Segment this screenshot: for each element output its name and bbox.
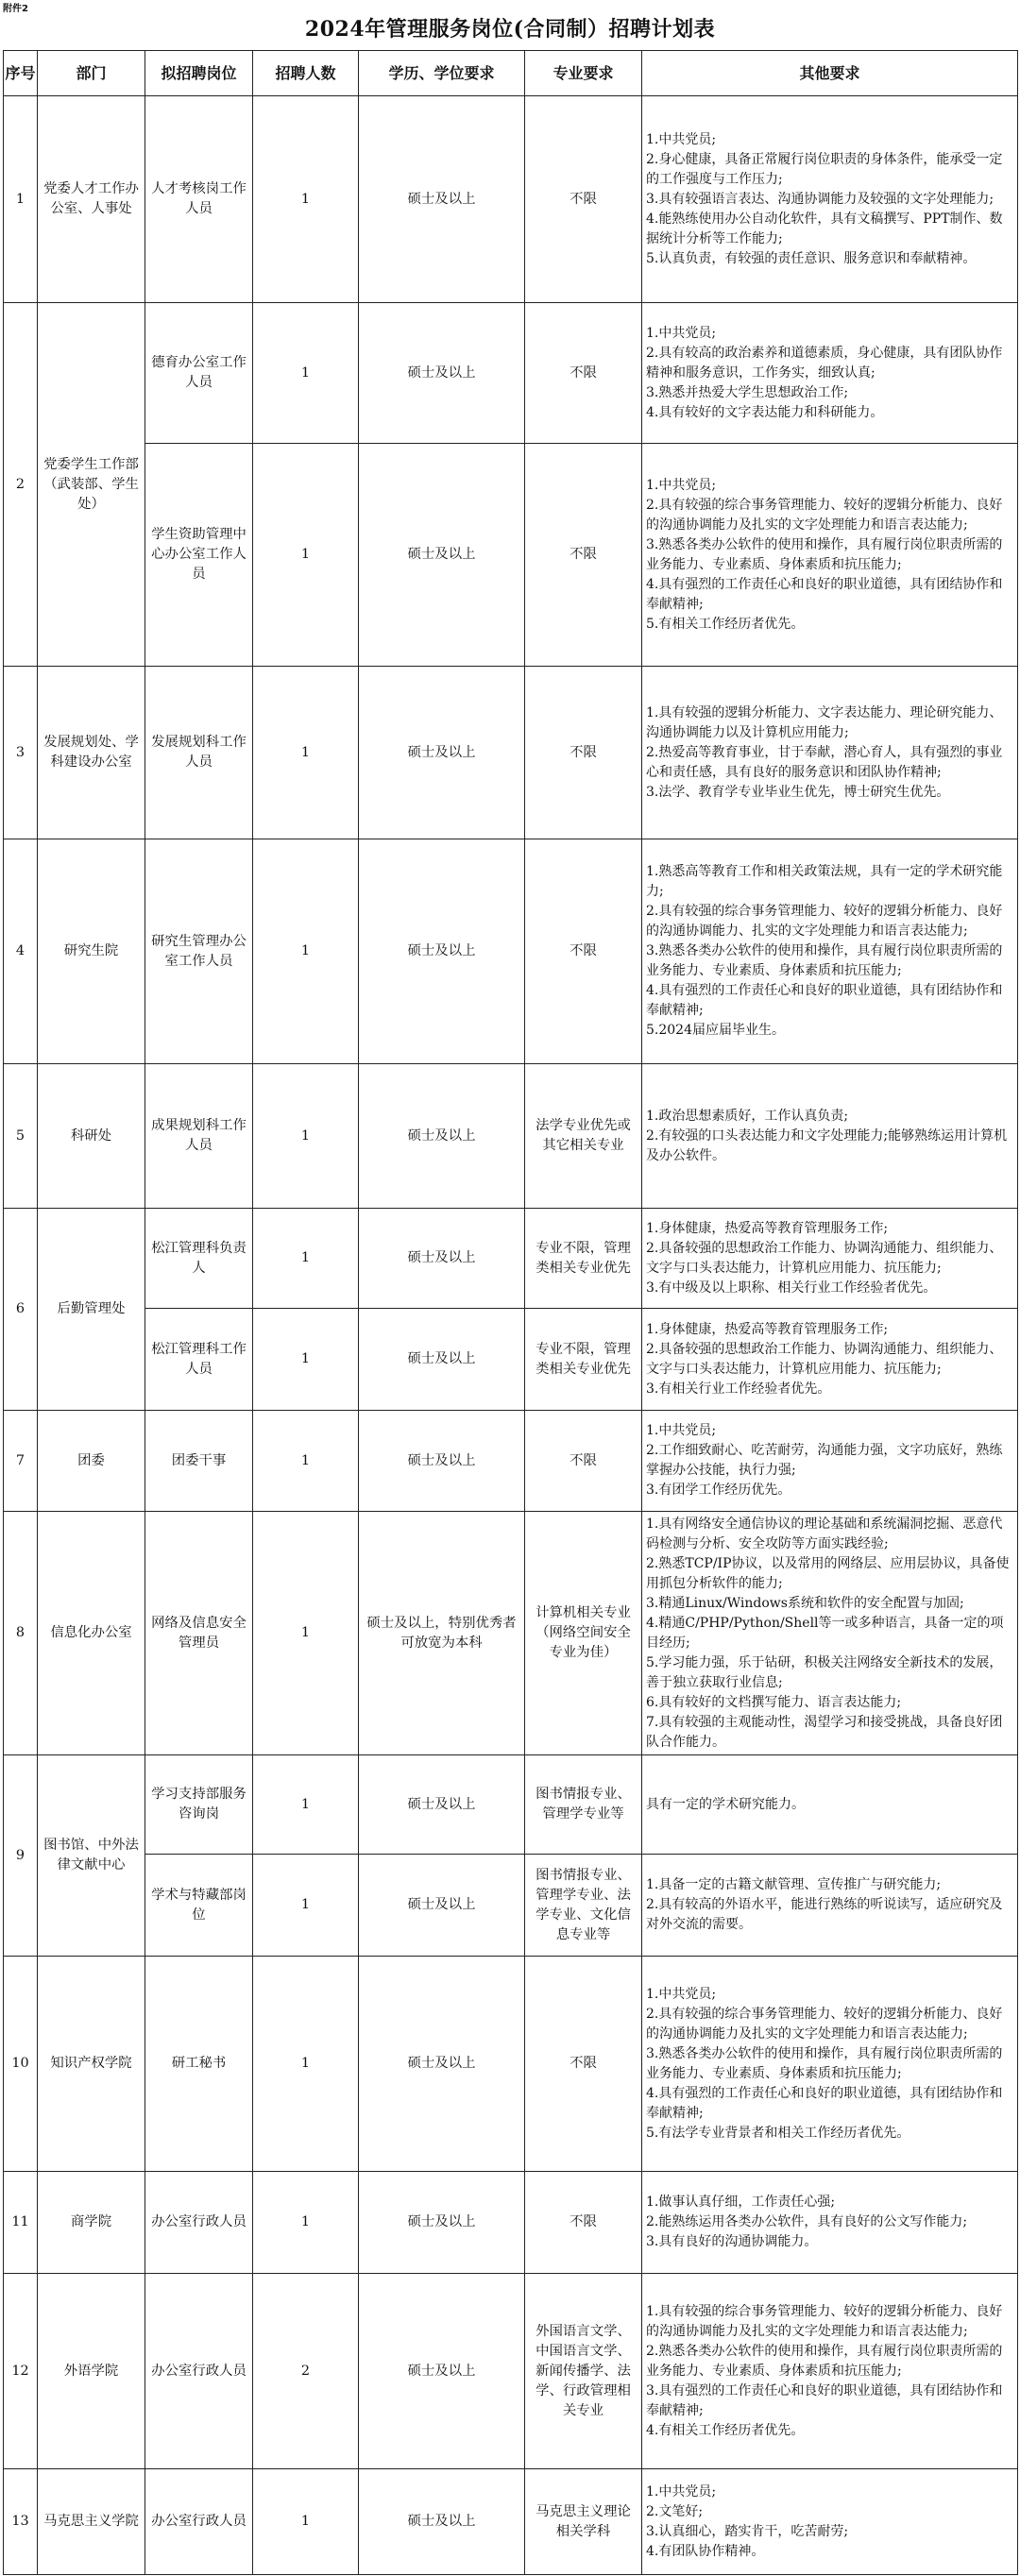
row-major: 专业不限，管理类相关专业优先 bbox=[525, 1309, 642, 1411]
row-count: 2 bbox=[253, 2274, 359, 2469]
row-edu: 硕士及以上 bbox=[359, 1855, 525, 1957]
page-title: 2024年管理服务岗位(合同制）招聘计划表 bbox=[304, 17, 716, 42]
row-major: 不限 bbox=[525, 96, 642, 303]
row-post: 学习支持部服务咨询岗 bbox=[145, 1755, 253, 1855]
row-other: 1.中共党员; 2.身心健康，具备正常履行岗位职责的身体条件，能承受一定的工作强度与工作压力; 3.具有较强语言表达、沟通协调能力及较强的文字处理能力; 4.能熟练使用办公自动化软件，具有文稿撰写、PPT制作、数据统计分析等工作能力; 5.认真负责，有较强的责任意识、服务意识和奉献精神。 bbox=[642, 96, 1018, 303]
table-row bbox=[4, 1209, 1018, 1309]
row-count: 1 bbox=[253, 667, 359, 839]
row-major: 专业不限，管理类相关专业优先 bbox=[525, 1209, 642, 1309]
table-row bbox=[4, 96, 1018, 303]
table-row bbox=[4, 2172, 1018, 2274]
table-row bbox=[4, 1957, 1018, 2172]
row-no: 6 bbox=[4, 1209, 38, 1411]
row-other: 1.身体健康，热爱高等教育管理服务工作; 2.具备较强的思想政治工作能力、协调沟通能力、组织能力、文字与口头表达能力，计算机应用能力、抗压能力; 3.有相关行业工作经验者优先。 bbox=[642, 1309, 1018, 1411]
row-post: 学生资助管理中心办公室工作人员 bbox=[145, 444, 253, 667]
row-other: 具有一定的学术研究能力。 bbox=[642, 1755, 1018, 1855]
row-major: 不限 bbox=[525, 667, 642, 839]
row-count: 1 bbox=[253, 839, 359, 1064]
row-edu: 硕士及以上 bbox=[359, 303, 525, 444]
row-count: 1 bbox=[253, 96, 359, 303]
row-other: 1.具备一定的古籍文献管理、宣传推广与研究能力; 2.具有较高的外语水平，能进行熟练的听说读写，适应研究及对外交流的需要。 bbox=[642, 1855, 1018, 1957]
recruitment-table bbox=[3, 50, 1018, 2575]
row-count: 1 bbox=[253, 2469, 359, 2575]
row-edu: 硕士及以上 bbox=[359, 1411, 525, 1512]
table-row bbox=[4, 2469, 1018, 2575]
row-edu: 硕士及以上，特别优秀者可放宽为本科 bbox=[359, 1512, 525, 1755]
row-edu: 硕士及以上 bbox=[359, 1957, 525, 2172]
row-other: 1.中共党员; 2.工作细致耐心、吃苦耐劳，沟通能力强，文字功底好，熟练掌握办公技能，执行力强; 3.有团学工作经历优先。 bbox=[642, 1411, 1018, 1512]
row-no: 3 bbox=[4, 667, 38, 839]
row-dept: 研究生院 bbox=[38, 839, 145, 1064]
row-major: 法学专业优先或其它相关专业 bbox=[525, 1064, 642, 1209]
row-post: 研究生管理办公室工作人员 bbox=[145, 839, 253, 1064]
row-post: 人才考核岗工作人员 bbox=[145, 96, 253, 303]
row-no: 1 bbox=[4, 96, 38, 303]
header-dept: 部门 bbox=[38, 51, 145, 96]
row-dept: 科研处 bbox=[38, 1064, 145, 1209]
row-edu: 硕士及以上 bbox=[359, 2469, 525, 2575]
row-post: 发展规划科工作人员 bbox=[145, 667, 253, 839]
table-row bbox=[4, 2274, 1018, 2469]
row-major: 不限 bbox=[525, 1957, 642, 2172]
row-other: 1.具有较强的综合事务管理能力、较好的逻辑分析能力、良好的沟通协调能力及扎实的文字处理能力和语言表达能力; 2.熟悉各类办公软件的使用和操作，具有履行岗位职责所需的业务能力、专业素质、身体素质和抗压能力; 3.具有强烈的工作责任心和良好的职业道德，具有团结协作和奉献精神; 4.有相关工作经历者优先。 bbox=[642, 2274, 1018, 2469]
row-major: 马克思主义理论相关学科 bbox=[525, 2469, 642, 2575]
row-other: 1.政治思想素质好，工作认真负责; 2.有较强的口头表达能力和文字处理能力;能够熟练运用计算机及办公软件。 bbox=[642, 1064, 1018, 1209]
row-edu: 硕士及以上 bbox=[359, 2274, 525, 2469]
row-edu: 硕士及以上 bbox=[359, 667, 525, 839]
row-dept: 信息化办公室 bbox=[38, 1512, 145, 1755]
row-other: 1.中共党员; 2.具有较高的政治素养和道德素质，身心健康，具有团队协作精神和服务意识，工作务实，细致认真; 3.熟悉并热爱大学生思想政治工作; 4.具有较好的文字表达能力和科研能力。 bbox=[642, 303, 1018, 444]
table-row bbox=[4, 1064, 1018, 1209]
header-no: 序号 bbox=[4, 51, 38, 96]
row-no: 13 bbox=[4, 2469, 38, 2575]
row-edu: 硕士及以上 bbox=[359, 1755, 525, 1855]
row-other: 1.具有网络安全通信协议的理论基础和系统漏洞挖掘、恶意代码检测与分析、安全攻防等方面实践经验; 2.熟悉TCP/IP协议，以及常用的网络层、应用层协议，具备使用抓包分析软件的能力; 3.精通Linux/Windows系统和软件的安全配置与加固; 4.精通C/PHP/Python/Shell等一或多种语言，具备一定的项目经历; 5.学习能力强，乐于钻研，积极关注网络安全新技术的发展，善于独立获取行业信息; 6.具有较好的文档撰写能力、语言表达能力; 7.具有较强的主观能动性，渴望学习和接受挑战，具备良好团队合作能力。 bbox=[642, 1512, 1018, 1755]
row-major: 不限 bbox=[525, 839, 642, 1064]
row-count: 1 bbox=[253, 1309, 359, 1411]
row-edu: 硕士及以上 bbox=[359, 444, 525, 667]
table-row bbox=[4, 303, 1018, 444]
row-count: 1 bbox=[253, 1755, 359, 1855]
row-no: 4 bbox=[4, 839, 38, 1064]
table-row bbox=[4, 1411, 1018, 1512]
row-post: 办公室行政人员 bbox=[145, 2274, 253, 2469]
row-no: 9 bbox=[4, 1755, 38, 1957]
row-major: 图书情报专业、管理学专业等 bbox=[525, 1755, 642, 1855]
row-other: 1.身体健康，热爱高等教育管理服务工作; 2.具备较强的思想政治工作能力、协调沟通能力、组织能力、文字与口头表达能力，计算机应用能力、抗压能力; 3.有中级及以上职称、相关行业工作经验者优先。 bbox=[642, 1209, 1018, 1309]
table-row bbox=[4, 1309, 1018, 1411]
attachment-label: 附件2 bbox=[3, 4, 28, 14]
table-row bbox=[4, 1855, 1018, 1957]
row-dept: 外语学院 bbox=[38, 2274, 145, 2469]
row-dept: 马克思主义学院 bbox=[38, 2469, 145, 2575]
header-major: 专业要求 bbox=[525, 51, 642, 96]
row-count: 1 bbox=[253, 1064, 359, 1209]
table-row bbox=[4, 839, 1018, 1064]
row-other: 1.中共党员; 2.文笔好; 3.认真细心，踏实肯干，吃苦耐劳; 4.有团队协作精神。 bbox=[642, 2469, 1018, 2575]
row-edu: 硕士及以上 bbox=[359, 1064, 525, 1209]
row-major: 计算机相关专业（网络空间安全专业为佳） bbox=[525, 1512, 642, 1755]
row-count: 1 bbox=[253, 444, 359, 667]
row-post: 办公室行政人员 bbox=[145, 2172, 253, 2274]
row-count: 1 bbox=[253, 303, 359, 444]
row-dept: 党委人才工作办公室、人事处 bbox=[38, 96, 145, 303]
row-post: 松江管理科工作人员 bbox=[145, 1309, 253, 1411]
header-edu: 学历、学位要求 bbox=[359, 51, 525, 96]
row-dept: 商学院 bbox=[38, 2172, 145, 2274]
row-post: 研工秘书 bbox=[145, 1957, 253, 2172]
row-no: 5 bbox=[4, 1064, 38, 1209]
row-post: 德育办公室工作人员 bbox=[145, 303, 253, 444]
header-row bbox=[4, 51, 1018, 96]
row-dept: 图书馆、中外法律文献中心 bbox=[38, 1755, 145, 1957]
row-post: 学术与特藏部岗位 bbox=[145, 1855, 253, 1957]
row-no: 2 bbox=[4, 303, 38, 667]
header-other: 其他要求 bbox=[642, 51, 1018, 96]
row-edu: 硕士及以上 bbox=[359, 1209, 525, 1309]
row-count: 1 bbox=[253, 1957, 359, 2172]
row-dept: 发展规划处、学科建设办公室 bbox=[38, 667, 145, 839]
row-no: 8 bbox=[4, 1512, 38, 1755]
row-count: 1 bbox=[253, 1209, 359, 1309]
row-major: 不限 bbox=[525, 303, 642, 444]
row-count: 1 bbox=[253, 1512, 359, 1755]
row-no: 10 bbox=[4, 1957, 38, 2172]
row-count: 1 bbox=[253, 2172, 359, 2274]
row-edu: 硕士及以上 bbox=[359, 96, 525, 303]
row-major: 不限 bbox=[525, 2172, 642, 2274]
row-major: 图书情报专业、管理学专业、法学专业、文化信息专业等 bbox=[525, 1855, 642, 1957]
row-count: 1 bbox=[253, 1855, 359, 1957]
row-edu: 硕士及以上 bbox=[359, 1309, 525, 1411]
table-row bbox=[4, 1512, 1018, 1755]
row-dept: 知识产权学院 bbox=[38, 1957, 145, 2172]
row-dept: 党委学生工作部（武装部、学生处） bbox=[38, 303, 145, 667]
row-no: 12 bbox=[4, 2274, 38, 2469]
row-major: 外国语言文学、中国语言文学、新闻传播学、法学、行政管理相关专业 bbox=[525, 2274, 642, 2469]
table-row bbox=[4, 667, 1018, 839]
row-edu: 硕士及以上 bbox=[359, 2172, 525, 2274]
row-dept: 团委 bbox=[38, 1411, 145, 1512]
row-edu: 硕士及以上 bbox=[359, 839, 525, 1064]
row-count: 1 bbox=[253, 1411, 359, 1512]
header-post: 拟招聘岗位 bbox=[145, 51, 253, 96]
table-row bbox=[4, 444, 1018, 667]
row-other: 1.中共党员; 2.具有较强的综合事务管理能力、较好的逻辑分析能力、良好的沟通协调能力及扎实的文字处理能力和语言表达能力; 3.熟悉各类办公软件的使用和操作，具有履行岗位职责所需的业务能力、专业素质、身体素质和抗压能力; 4.具有强烈的工作责任心和良好的职业道德，具有团结协作和奉献精神; 5.有相关工作经历者优先。 bbox=[642, 444, 1018, 667]
row-major: 不限 bbox=[525, 1411, 642, 1512]
row-other: 1.做事认真仔细，工作责任心强; 2.能熟练运用各类办公软件，具有良好的公文写作能力; 3.具有良好的沟通协调能力。 bbox=[642, 2172, 1018, 2274]
row-post: 办公室行政人员 bbox=[145, 2469, 253, 2575]
row-other: 1.熟悉高等教育工作和相关政策法规，具有一定的学术研究能力; 2.具有较强的综合事务管理能力、较好的逻辑分析能力、良好的沟通协调能力、扎实的文字处理能力和语言表达能力; 3.熟悉各类办公软件的使用和操作，具有履行岗位职责所需的业务能力、专业素质、身体素质和抗压能力; 4.具有强烈的工作责任心和良好的职业道德，具有团结协作和奉献精神; 5.2024届应届毕业生。 bbox=[642, 839, 1018, 1064]
row-post: 松江管理科负责人 bbox=[145, 1209, 253, 1309]
row-other: 1.中共党员; 2.具有较强的综合事务管理能力、较好的逻辑分析能力、良好的沟通协调能力及扎实的文字处理能力和语言表达能力; 3.熟悉各类办公软件的使用和操作，具有履行岗位职责所需的业务能力、专业素质、身体素质和抗压能力; 4.具有强烈的工作责任心和良好的职业道德，具有团结协作和奉献精神; 5.有法学专业背景者和相关工作经历者优先。 bbox=[642, 1957, 1018, 2172]
row-other: 1.具有较强的逻辑分析能力、文字表达能力、理论研究能力、沟通协调能力以及计算机应用能力; 2.热爱高等教育事业，甘于奉献，潜心育人，具有强烈的事业心和责任感，具有良好的服务意识和团队协作精神; 3.法学、教育学专业毕业生优先，博士研究生优先。 bbox=[642, 667, 1018, 839]
row-no: 7 bbox=[4, 1411, 38, 1512]
header-count: 招聘人数 bbox=[253, 51, 359, 96]
table-row bbox=[4, 1755, 1018, 1855]
row-post: 成果规划科工作人员 bbox=[145, 1064, 253, 1209]
row-dept: 后勤管理处 bbox=[38, 1209, 145, 1411]
row-no: 11 bbox=[4, 2172, 38, 2274]
row-post: 网络及信息安全管理员 bbox=[145, 1512, 253, 1755]
row-major: 不限 bbox=[525, 444, 642, 667]
row-post: 团委干事 bbox=[145, 1411, 253, 1512]
